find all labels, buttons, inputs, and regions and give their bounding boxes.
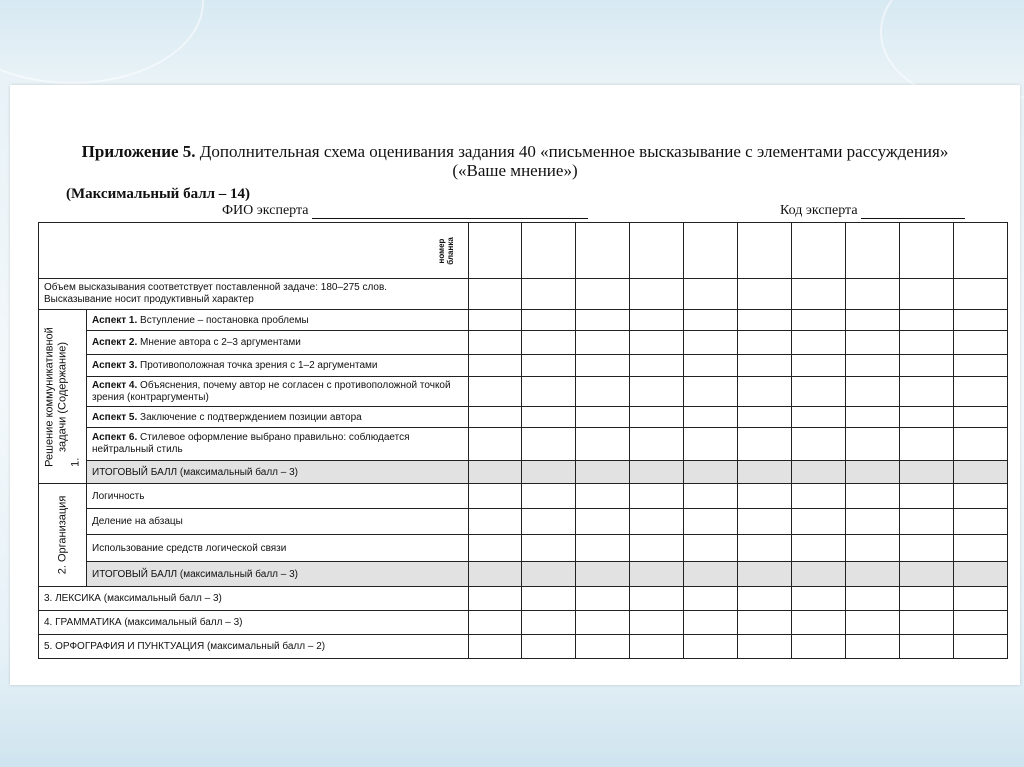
score-cell[interactable]	[900, 611, 954, 635]
score-cell[interactable]	[469, 355, 522, 377]
expert-code-line[interactable]	[861, 205, 965, 219]
score-cell[interactable]	[630, 407, 684, 428]
score-cell[interactable]	[522, 331, 576, 355]
score-cell[interactable]	[792, 407, 846, 428]
score-cell[interactable]	[846, 377, 900, 407]
section-1-label	[39, 310, 87, 484]
aspect-row	[39, 355, 1008, 377]
score-cell[interactable]	[954, 355, 1008, 377]
aspect-row	[39, 407, 1008, 428]
aspect-label: Аспект 6. Стилевое оформление выбрано правильно: соблюдается нейтральный стиль	[87, 428, 469, 461]
spelling-label: 5. ОРФОГРАФИЯ И ПУНКТУАЦИЯ (максимальный балл – 2)	[39, 635, 469, 659]
score-cell[interactable]	[469, 310, 522, 331]
score-cell[interactable]	[738, 223, 792, 279]
section-2-label	[39, 484, 87, 587]
score-cell[interactable]	[846, 428, 900, 461]
score-cell[interactable]	[469, 587, 522, 611]
section-2-total-row	[39, 562, 1008, 587]
score-cell[interactable]	[576, 562, 630, 587]
score-cell[interactable]	[630, 355, 684, 377]
score-cell[interactable]	[792, 461, 846, 484]
header-row	[39, 223, 1008, 279]
score-cell[interactable]	[792, 331, 846, 355]
title-line2: («Ваше мнение»)	[452, 161, 578, 180]
grammar-label: 4. ГРАММАТИКА (максимальный балл – 3)	[39, 611, 469, 635]
grammar-row	[39, 611, 1008, 635]
organization-row	[39, 535, 1008, 562]
score-cell[interactable]	[684, 279, 738, 310]
expert-name-line[interactable]	[312, 205, 588, 219]
score-cell[interactable]	[954, 279, 1008, 310]
aspect-row	[39, 310, 1008, 331]
score-cell[interactable]	[738, 310, 792, 331]
score-cell[interactable]	[846, 509, 900, 535]
task-row-line2: Высказывание носит продуктивный характер	[44, 294, 254, 305]
score-cell[interactable]	[738, 509, 792, 535]
title-text: Дополнительная схема оценивания задания 40 «письменное высказывание с элементами рассуждения»	[195, 142, 949, 161]
score-cell[interactable]	[630, 331, 684, 355]
score-cell[interactable]	[684, 562, 738, 587]
score-cell[interactable]	[954, 535, 1008, 562]
score-cell[interactable]	[738, 377, 792, 407]
score-cell[interactable]	[469, 611, 522, 635]
score-cell[interactable]	[900, 509, 954, 535]
aspect-label: Аспект 5. Заключение с подтверждением позиции автора	[87, 407, 469, 428]
score-cell[interactable]	[954, 484, 1008, 509]
score-cell[interactable]	[738, 461, 792, 484]
score-cell[interactable]	[846, 407, 900, 428]
organization-item-label: Логичность	[87, 484, 469, 509]
score-cell[interactable]	[738, 535, 792, 562]
aspect-row	[39, 331, 1008, 355]
score-cell[interactable]	[954, 223, 1008, 279]
score-cell[interactable]	[738, 611, 792, 635]
document-page	[10, 85, 1020, 685]
score-cell[interactable]	[469, 484, 522, 509]
score-cell[interactable]	[792, 428, 846, 461]
score-cell[interactable]	[469, 279, 522, 310]
aspect-label: Аспект 3. Противоположная точка зрения с 1–2 аргументами	[87, 355, 469, 377]
organization-item-label: Деление на абзацы	[87, 509, 469, 535]
task-row-label	[39, 279, 469, 310]
aspect-label: Аспект 2. Мнение автора с 2–3 аргументами	[87, 331, 469, 355]
score-cell[interactable]	[954, 377, 1008, 407]
blank-header-line1: номер	[437, 238, 447, 263]
score-cell[interactable]	[792, 279, 846, 310]
max-score-label: (Максимальный балл – 14)	[66, 186, 251, 202]
score-cell[interactable]	[684, 407, 738, 428]
aspect-label: Аспект 4. Объяснения, почему автор не согласен с противоположной точкой зрения (контраргументы)	[87, 377, 469, 407]
score-cell[interactable]	[954, 611, 1008, 635]
score-cell[interactable]	[954, 407, 1008, 428]
title-appendix: Приложение 5.	[81, 142, 196, 161]
score-cell[interactable]	[630, 223, 684, 279]
score-cell[interactable]	[522, 484, 576, 509]
score-cell[interactable]	[900, 587, 954, 611]
score-cell[interactable]	[522, 535, 576, 562]
score-cell[interactable]	[738, 484, 792, 509]
score-cell[interactable]	[522, 279, 576, 310]
score-cell[interactable]	[792, 509, 846, 535]
score-cell[interactable]	[469, 635, 522, 659]
score-cell[interactable]	[576, 377, 630, 407]
score-cell[interactable]	[522, 407, 576, 428]
blank-header-line2: бланка	[446, 236, 456, 265]
organization-row	[39, 484, 1008, 509]
score-cell[interactable]	[900, 377, 954, 407]
score-cell[interactable]	[522, 223, 576, 279]
section-1-label-line2: задачи (Содержание)	[56, 341, 68, 452]
score-cell[interactable]	[684, 223, 738, 279]
score-cell[interactable]	[684, 377, 738, 407]
score-cell[interactable]	[738, 407, 792, 428]
score-cell[interactable]	[630, 484, 684, 509]
score-cell[interactable]	[469, 428, 522, 461]
score-cell[interactable]	[684, 635, 738, 659]
evaluation-table	[38, 222, 1008, 659]
score-cell[interactable]	[469, 509, 522, 535]
score-cell[interactable]	[630, 562, 684, 587]
score-cell[interactable]	[846, 562, 900, 587]
score-cell[interactable]	[738, 587, 792, 611]
score-cell[interactable]	[846, 535, 900, 562]
task-row-line1: Объем высказывания соответствует поставленной задаче: 180–275 слов.	[44, 282, 388, 293]
score-cell[interactable]	[900, 562, 954, 587]
score-cell[interactable]	[954, 331, 1008, 355]
score-cell[interactable]	[954, 587, 1008, 611]
score-cell[interactable]	[900, 407, 954, 428]
score-cell[interactable]	[846, 461, 900, 484]
score-cell[interactable]	[630, 310, 684, 331]
score-cell[interactable]	[522, 635, 576, 659]
score-cell[interactable]	[684, 535, 738, 562]
score-cell[interactable]	[738, 562, 792, 587]
score-cell[interactable]	[469, 331, 522, 355]
score-cell[interactable]	[576, 355, 630, 377]
score-cell[interactable]	[684, 587, 738, 611]
spelling-row	[39, 635, 1008, 659]
score-cell[interactable]	[522, 355, 576, 377]
score-cell[interactable]	[576, 461, 630, 484]
score-cell[interactable]	[900, 535, 954, 562]
score-cell[interactable]	[576, 310, 630, 331]
score-cell[interactable]	[900, 331, 954, 355]
score-cell[interactable]	[469, 562, 522, 587]
section-1-label-line3: 1.	[69, 457, 81, 467]
score-cell[interactable]	[792, 635, 846, 659]
score-cell[interactable]	[576, 611, 630, 635]
score-cell[interactable]	[846, 635, 900, 659]
expert-code-label: Код эксперта	[780, 203, 858, 218]
score-cell[interactable]	[792, 562, 846, 587]
score-cell[interactable]	[684, 355, 738, 377]
lexis-row	[39, 587, 1008, 611]
page-title	[10, 142, 1020, 180]
organization-row	[39, 509, 1008, 535]
background-decoration	[0, 0, 204, 84]
expert-name-field	[222, 203, 588, 219]
score-cell[interactable]	[846, 611, 900, 635]
score-cell[interactable]	[630, 635, 684, 659]
score-cell[interactable]	[630, 461, 684, 484]
score-cell[interactable]	[954, 562, 1008, 587]
score-cell[interactable]	[469, 461, 522, 484]
score-cell[interactable]	[469, 377, 522, 407]
score-cell[interactable]	[846, 587, 900, 611]
score-cell[interactable]	[576, 428, 630, 461]
score-cell[interactable]	[792, 535, 846, 562]
score-cell[interactable]	[846, 279, 900, 310]
score-cell[interactable]	[954, 635, 1008, 659]
score-cell[interactable]	[900, 461, 954, 484]
score-cell[interactable]	[469, 535, 522, 562]
section-1-label-line1: Решение коммуникативной	[43, 326, 55, 467]
score-cell[interactable]	[846, 331, 900, 355]
score-cell[interactable]	[522, 509, 576, 535]
score-cell[interactable]	[738, 331, 792, 355]
score-cell[interactable]	[738, 355, 792, 377]
score-cell[interactable]	[522, 377, 576, 407]
section-1-total-row	[39, 461, 1008, 484]
score-cell[interactable]	[522, 310, 576, 331]
score-cell[interactable]	[900, 635, 954, 659]
score-cell[interactable]	[684, 428, 738, 461]
score-cell[interactable]	[630, 535, 684, 562]
score-cell[interactable]	[522, 428, 576, 461]
score-cell[interactable]	[630, 377, 684, 407]
score-cell[interactable]	[576, 509, 630, 535]
score-cell[interactable]	[684, 484, 738, 509]
score-cell[interactable]	[846, 223, 900, 279]
score-cell[interactable]	[576, 223, 630, 279]
aspect-row	[39, 428, 1008, 461]
score-cell[interactable]	[630, 279, 684, 310]
score-cell[interactable]	[522, 461, 576, 484]
score-cell[interactable]	[738, 279, 792, 310]
score-cell[interactable]	[469, 407, 522, 428]
score-cell[interactable]	[576, 484, 630, 509]
score-cell[interactable]	[684, 611, 738, 635]
score-cell[interactable]	[900, 310, 954, 331]
score-cell[interactable]	[630, 509, 684, 535]
score-cell[interactable]	[522, 587, 576, 611]
score-cell[interactable]	[522, 562, 576, 587]
score-cell[interactable]	[846, 310, 900, 331]
score-cell[interactable]	[630, 587, 684, 611]
score-cell[interactable]	[792, 377, 846, 407]
section-2-total-label: ИТОГОВЫЙ БАЛЛ (максимальный балл – 3)	[87, 562, 469, 587]
section-2-label-text: 2. Организация	[56, 495, 68, 575]
score-cell[interactable]	[954, 428, 1008, 461]
score-cell[interactable]	[900, 355, 954, 377]
score-cell[interactable]	[576, 587, 630, 611]
section-1-total-label: ИТОГОВЫЙ БАЛЛ (максимальный балл – 3)	[87, 461, 469, 484]
score-cell[interactable]	[792, 310, 846, 331]
score-cell[interactable]	[738, 635, 792, 659]
expert-code-field	[780, 203, 965, 219]
aspect-label: Аспект 1. Вступление – постановка проблемы	[87, 310, 469, 331]
score-cell[interactable]	[792, 484, 846, 509]
score-cell[interactable]	[684, 331, 738, 355]
score-cell[interactable]	[576, 331, 630, 355]
score-cell[interactable]	[792, 223, 846, 279]
score-cell[interactable]	[469, 223, 522, 279]
aspect-row	[39, 377, 1008, 407]
score-cell[interactable]	[792, 587, 846, 611]
score-cell[interactable]	[684, 509, 738, 535]
score-cell[interactable]	[954, 461, 1008, 484]
score-cell[interactable]	[576, 535, 630, 562]
score-cell[interactable]	[684, 461, 738, 484]
organization-item-label: Использование средств логической связи	[87, 535, 469, 562]
blank-number-header	[39, 223, 469, 279]
score-cell[interactable]	[576, 635, 630, 659]
score-cell[interactable]	[900, 428, 954, 461]
score-cell[interactable]	[792, 355, 846, 377]
lexis-label: 3. ЛЕКСИКА (максимальный балл – 3)	[39, 587, 469, 611]
score-cell[interactable]	[522, 611, 576, 635]
score-cell[interactable]	[792, 611, 846, 635]
score-cell[interactable]	[900, 223, 954, 279]
expert-name-label: ФИО эксперта	[222, 203, 309, 218]
score-cell[interactable]	[684, 310, 738, 331]
score-cell[interactable]	[576, 407, 630, 428]
score-cell[interactable]	[954, 509, 1008, 535]
task-row	[39, 279, 1008, 310]
score-cell[interactable]	[846, 484, 900, 509]
score-cell[interactable]	[900, 484, 954, 509]
score-cell[interactable]	[954, 310, 1008, 331]
score-cell[interactable]	[576, 279, 630, 310]
score-cell[interactable]	[738, 428, 792, 461]
score-cell[interactable]	[630, 611, 684, 635]
score-cell[interactable]	[846, 355, 900, 377]
score-cell[interactable]	[630, 428, 684, 461]
score-cell[interactable]	[900, 279, 954, 310]
